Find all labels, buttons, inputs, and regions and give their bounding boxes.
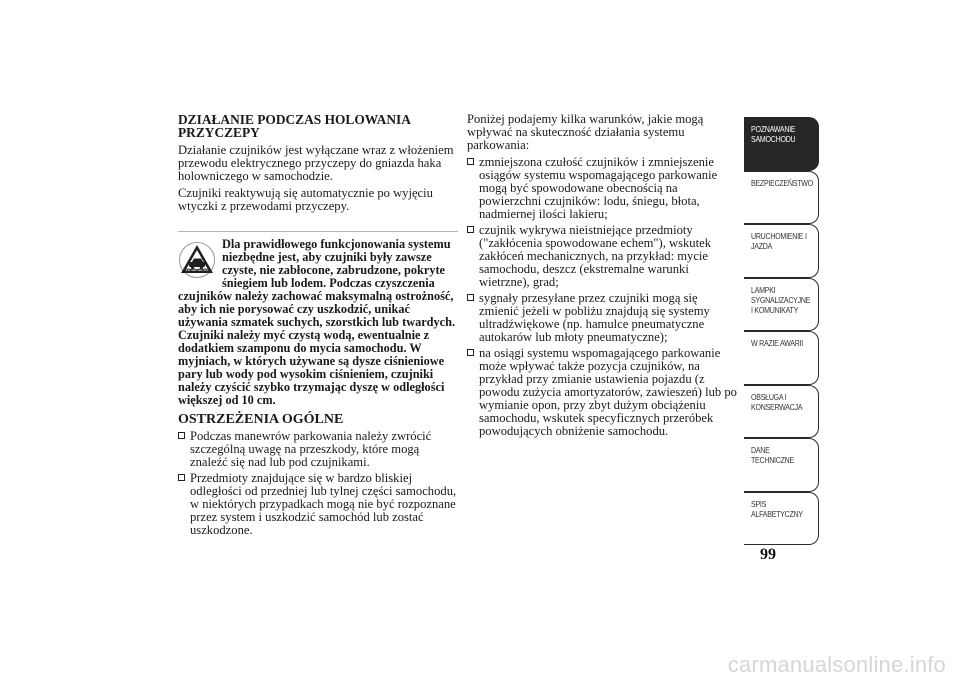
conditions-intro: Poniżej podajemy kilka warunków, jakie mogą wpływać na skuteczność działania systemu parkowania:	[467, 112, 704, 152]
tab-label: URUCHOMIENIE I JAZDA	[751, 231, 807, 251]
warning-divider	[178, 231, 458, 232]
tab-lampki-sygnalizacyjne[interactable]	[744, 278, 819, 332]
warning-triangle-car-icon	[178, 240, 216, 280]
right-column	[467, 113, 740, 441]
tab-label: BEZPIECZEŃSTWO	[751, 177, 813, 188]
tab-w-razie-awarii[interactable]	[744, 331, 819, 385]
watermark: carmanualsonline.info	[727, 652, 946, 677]
tab-label: LAMPKI SYGNALIZACYJNE I KOMUNIKATY	[751, 284, 811, 315]
warning-text: Dla prawidłowego funkcjonowania systemu niezbędne jest, aby czujniki były zawsze czyste, nie zabłocone, zabrudzone, pokryte śniegiem lub lodem. Podczas czyszczenia czujników należy zachować maksymalną ostrożność, aby ich nie porysować czy uszkodzić, unikać używania szmatek suchych, szorstkich lub twardych. Czujniki należy myć czystą wodą, ewentualnie z dodatkiem szamponu do mycia samochodu. W myjniach, w których używane są dysze ciśnieniowe pary lub wody pod wysokim ciśnieniem, czujniki należy czyścić szybko trzymając dyszę w odległości większej od 10 cm.	[178, 237, 456, 407]
tab-poznawanie-samochodu[interactable]	[744, 117, 819, 171]
list-item: Podczas manewrów parkowania należy zwrócić szczególną uwagę na przeszkody, które mogą znaleźć się nad lub pod czujnikami.	[178, 430, 458, 469]
tab-dane-techniczne[interactable]	[744, 438, 819, 492]
section-heading-towing: DZIAŁANIE PODCZAS HOLOWANIA PRZYCZEPY	[178, 112, 411, 140]
conditions-list	[467, 156, 740, 438]
tab-label: DANE TECHNICZNE	[751, 445, 794, 465]
paragraph-towing-2: Czujniki reaktywują się automatycznie po wyjęciu wtyczki z przewodami przyczepy.	[178, 186, 433, 213]
tab-label: W RAZIE AWARII	[751, 338, 804, 348]
chapter-tabs	[744, 117, 819, 545]
tab-label: SPIS ALFABETYCZNY	[751, 498, 803, 519]
section-heading-general-warnings: OSTRZEŻENIA OGÓLNE	[178, 412, 344, 427]
list-item: Przedmioty znajdujące się w bardzo bliskiej odległości od przedniej lub tylnej części samochodu, w niektórych przypadkach mogą nie być rozpoznane przez system i uszkodzić samochód lub zostać uszkodzone.	[178, 472, 458, 537]
warning-box	[178, 231, 458, 407]
tab-label: OBSŁUGA I KONSERWACJA	[751, 391, 803, 412]
list-item: czujnik wykrywa nieistniejące przedmioty ("zakłócenia spowodowane echem"), wskutek zakłóceń mechanicznych, na przykład: mycie samochodu, deszcz (ekstremalne warunki wietrzne), grad;	[467, 224, 740, 289]
tab-label: POZNAWANIE SAMOCHODU	[751, 124, 796, 144]
list-item: sygnały przesyłane przez czujniki mogą się zmienić jeżeli w pobliżu znajdują się systemy ultradźwiękowe (np. hamulce pneumatyczne autokarów lub młoty pneumatyczne);	[467, 292, 740, 344]
tab-uruchomienie-i-jazda[interactable]	[744, 224, 819, 278]
page-number: 99	[760, 546, 776, 563]
list-item: na osiągi systemu wspomagającego parkowanie może wpływać także pozycja czujników, na przykład przy zmianie ustawienia pojazdu (z powodu zużycia amortyzatorów, zawieszeń) lub po wymianie opon, przy zbyt dużym obciążeniu samochodu, wskutek specyficznych przeróbek powodujących obniżenie samochodu.	[467, 347, 740, 438]
left-column	[178, 113, 458, 540]
general-warnings-list	[178, 430, 458, 537]
tab-obsluga-i-konserwacja[interactable]	[744, 385, 819, 439]
list-item: zmniejszona czułość czujników i zmniejszenie osiągów systemu wspomagającego parkowanie mogą być spowodowane obecnością na powierzchni czujników: lodu, śniegu, błota, nadmiernej ilości lakieru;	[467, 156, 740, 221]
tab-bezpieczenstwo[interactable]	[744, 171, 819, 225]
paragraph-towing-1: Działanie czujników jest wyłączane wraz z włożeniem przewodu elektrycznego przyczepy do gniazda haka holowniczego w samochodzie.	[178, 143, 454, 183]
tab-spis-alfabetyczny[interactable]	[744, 492, 819, 546]
